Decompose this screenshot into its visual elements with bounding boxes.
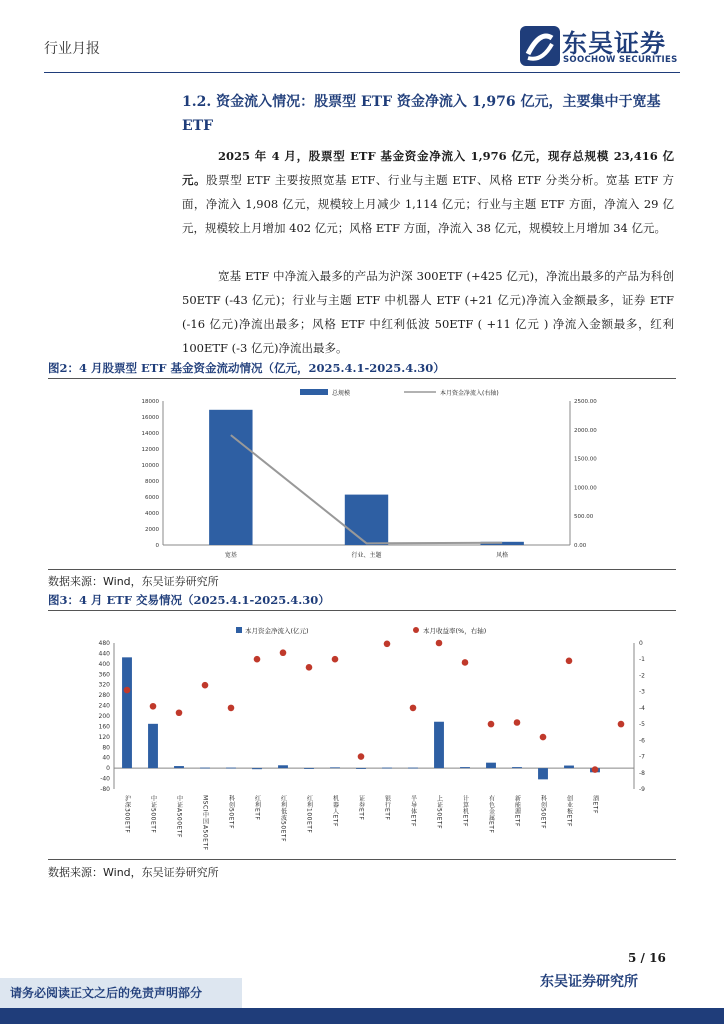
figure2-title: 图2：4 月股票型 ETF 基金资金流动情况（亿元，2025.4.1-2025.4.30） xyxy=(48,358,676,379)
y-tick-right: -3 xyxy=(639,688,645,696)
footer-org: 东吴证券研究所 xyxy=(540,974,638,990)
figure2-chart-box xyxy=(48,379,676,570)
bar-net-inflow xyxy=(200,768,210,769)
y-tick-left: 12000 xyxy=(141,447,159,453)
y-tick-left: -80 xyxy=(100,786,110,793)
y-tick-right: 2000.00 xyxy=(574,427,597,434)
dot-monthly-return xyxy=(462,659,469,666)
y-tick-left: 6000 xyxy=(145,495,159,501)
x-tick-label: 机器人ETF xyxy=(331,795,339,827)
dot-monthly-return xyxy=(280,649,287,656)
y-tick-right: 0 xyxy=(639,640,643,647)
footer-band xyxy=(0,1008,724,1024)
y-tick-right: -5 xyxy=(639,721,645,729)
y-tick-left: 320 xyxy=(98,681,110,689)
legend-label-total: 总规模 xyxy=(332,390,351,397)
dot-monthly-return xyxy=(514,719,521,726)
x-tick-label: 半导体ETF xyxy=(409,795,417,827)
y-tick-left: 0 xyxy=(155,543,159,549)
report-type-label: 行业月报 xyxy=(44,41,100,57)
figure2-source: 数据来源：Wind，东吴证券研究所 xyxy=(48,575,219,588)
y-tick-left: 120 xyxy=(98,733,110,741)
dot-monthly-return xyxy=(306,664,313,671)
x-tick-label: 中证A500ETF xyxy=(175,795,183,838)
dot-monthly-return xyxy=(358,753,365,760)
y-tick-left: 4000 xyxy=(145,511,159,517)
dot-monthly-return xyxy=(176,709,183,716)
y-tick-left: 0 xyxy=(106,765,110,773)
figure2-chart xyxy=(48,379,676,569)
y-tick-right: -6 xyxy=(639,737,645,745)
y-tick-left: 10000 xyxy=(141,463,159,469)
x-tick-label: 酒ETF xyxy=(591,795,599,814)
bar-net-inflow xyxy=(330,767,340,768)
logo-text-en: SOOCHOW SECURITIES xyxy=(563,55,678,65)
section-title-line2: ETF xyxy=(182,118,214,134)
legend-label-inflow: 本月资金净流入(亿元) xyxy=(245,627,309,635)
x-tick-label: 沪深300ETF xyxy=(123,795,131,834)
paragraph-1-lead: 2025 年 4 月，股票型 ETF 基金资金净流入 1,976 亿元，现存总规模 23,416 亿元。 xyxy=(182,149,674,187)
y-tick-left: 18000 xyxy=(141,399,159,405)
y-tick-left: 40 xyxy=(102,754,110,762)
y-tick-left: 480 xyxy=(98,640,110,647)
dot-monthly-return xyxy=(332,656,339,663)
x-tick-label: 风格 xyxy=(496,552,509,559)
dot-monthly-return xyxy=(540,734,547,741)
x-tick-label: 计算机ETF xyxy=(461,795,469,827)
y-tick-left: -40 xyxy=(100,775,110,783)
bar-net-inflow xyxy=(148,724,158,768)
logo-text-cn: 东吴证券 xyxy=(562,29,667,58)
legend-swatch-inflow xyxy=(236,627,242,633)
y-tick-right: 1500.00 xyxy=(574,456,597,463)
dot-monthly-return xyxy=(124,687,131,694)
y-tick-right: -1 xyxy=(639,656,645,664)
legend-label-return: 本月收益率(%，右轴) xyxy=(423,627,487,635)
dot-monthly-return xyxy=(202,682,209,689)
bar-net-inflow xyxy=(460,767,470,768)
dot-monthly-return xyxy=(228,705,235,712)
y-tick-left: 80 xyxy=(102,744,110,752)
bar-net-inflow xyxy=(564,766,574,769)
bar-net-inflow xyxy=(408,768,418,769)
dot-monthly-return xyxy=(410,705,417,712)
legend-label-inflow: 本月资金净流入(右轴) xyxy=(440,390,499,397)
bar-net-inflow xyxy=(486,763,496,768)
x-tick-label: 红利低波50ETF xyxy=(279,795,287,843)
y-tick-right: 2500.00 xyxy=(574,399,597,405)
figure3-source: 数据来源：Wind，东吴证券研究所 xyxy=(48,866,219,879)
y-tick-left: 200 xyxy=(98,713,110,720)
bar-net-inflow xyxy=(382,768,392,769)
legend-swatch-return xyxy=(413,627,419,633)
x-tick-label: 中证500ETF xyxy=(149,795,157,834)
dot-monthly-return xyxy=(254,656,261,663)
bar-net-inflow xyxy=(538,768,548,779)
x-tick-label: 红利ETF xyxy=(253,795,261,821)
x-tick-label: 创业板ETF xyxy=(565,795,573,827)
dot-monthly-return xyxy=(150,703,157,710)
paragraph-1-body: 股票型 ETF 主要按照宽基 ETF、行业与主题 ETF、风格 ETF 分类分析。宽基 ETF 方面，净流入 1,908 亿元，规模较上月减少 1,114 亿元；行业与主题 ETF 方面，净流入 29 亿元，规模较上月增加 402 亿元；风格 ETF 方面，净流入 38 亿元，规模较上月增加 34 亿元。 xyxy=(182,173,675,235)
y-tick-left: 16000 xyxy=(141,415,159,421)
bar-net-inflow xyxy=(252,768,262,769)
y-tick-left: 400 xyxy=(98,660,110,668)
y-tick-right: -9 xyxy=(639,786,645,793)
y-tick-left: 440 xyxy=(98,650,110,658)
section-title xyxy=(182,90,672,138)
section-title-line1: 1.2. 资金流入情况：股票型 ETF 资金净流入 1,976 亿元，主要集中于宽基 xyxy=(182,94,661,110)
x-tick-label: 科创50ETF xyxy=(539,795,547,830)
figure3-chart xyxy=(48,611,676,859)
figure3-title: 图3：4 月 ETF 交易情况（2025.4.1-2025.4.30） xyxy=(48,590,676,611)
dot-monthly-return xyxy=(592,766,599,773)
y-tick-right: -4 xyxy=(639,704,645,712)
y-tick-left: 160 xyxy=(98,723,110,731)
y-tick-left: 280 xyxy=(98,692,110,700)
dot-monthly-return xyxy=(384,641,391,648)
dot-monthly-return xyxy=(566,658,573,665)
paragraph-1 xyxy=(182,144,674,240)
bar-net-inflow xyxy=(512,767,522,768)
bar-net-inflow xyxy=(356,768,366,769)
y-tick-left: 8000 xyxy=(145,479,159,485)
dot-monthly-return xyxy=(618,721,625,728)
y-tick-right: -8 xyxy=(639,769,645,777)
x-tick-label: MSCI中国A50ETF xyxy=(201,795,209,851)
x-tick-label: 新能源ETF xyxy=(513,795,521,827)
dot-monthly-return xyxy=(436,640,443,647)
bar-net-inflow xyxy=(122,657,132,768)
bar-net-inflow xyxy=(174,766,184,768)
paragraph-2: 宽基 ETF 中净流入最多的产品为沪深 300ETF (+425 亿元)，净流出最多的产品为科创 50ETF (-43 亿元)；行业与主题 ETF 中机器人 ETF (+21 亿元)净流入金额最多，证券 ETF (-16 亿元)净流出最多；风格 ETF 中红利低波 50ETF ( +11 亿元 ) 净流入金额最多，红利 100ETF (-3 亿元)净流出最多。 xyxy=(182,269,674,355)
header-divider xyxy=(44,72,680,73)
company-logo xyxy=(520,24,680,68)
bar-total-size xyxy=(209,410,252,545)
y-tick-right: 1000.00 xyxy=(574,485,597,492)
y-tick-left: 240 xyxy=(98,702,110,710)
disclaimer-note: 请务必阅读正文之后的免责声明部分 xyxy=(10,986,203,1000)
legend-swatch-total xyxy=(300,389,328,395)
bar-total-size xyxy=(345,495,388,545)
y-tick-right: -7 xyxy=(639,753,645,761)
bar-net-inflow xyxy=(304,768,314,769)
x-tick-label: 有色金属ETF xyxy=(487,795,495,834)
y-tick-right: 500.00 xyxy=(574,514,594,521)
x-tick-label: 科创50ETF xyxy=(227,795,235,830)
page-number: 5 / 16 xyxy=(628,951,666,965)
x-tick-label: 宽基 xyxy=(224,552,237,559)
y-tick-left: 14000 xyxy=(141,431,159,437)
x-tick-label: 行业、主题 xyxy=(351,552,382,559)
bar-net-inflow xyxy=(434,722,444,768)
x-tick-label: 银行ETF xyxy=(383,795,391,821)
dot-monthly-return xyxy=(488,721,495,728)
x-tick-label: 证券ETF xyxy=(357,795,365,821)
bar-net-inflow xyxy=(226,768,236,769)
x-tick-label: 上证50ETF xyxy=(435,795,443,830)
bar-net-inflow xyxy=(278,765,288,768)
y-tick-left: 360 xyxy=(98,671,110,679)
y-tick-right: -2 xyxy=(639,672,645,680)
logo-icon xyxy=(520,26,560,66)
figure3-chart-box xyxy=(48,611,676,860)
x-tick-label: 红利100ETF xyxy=(305,795,313,834)
y-tick-left: 2000 xyxy=(145,527,159,533)
y-tick-right: 0.00 xyxy=(574,543,587,549)
